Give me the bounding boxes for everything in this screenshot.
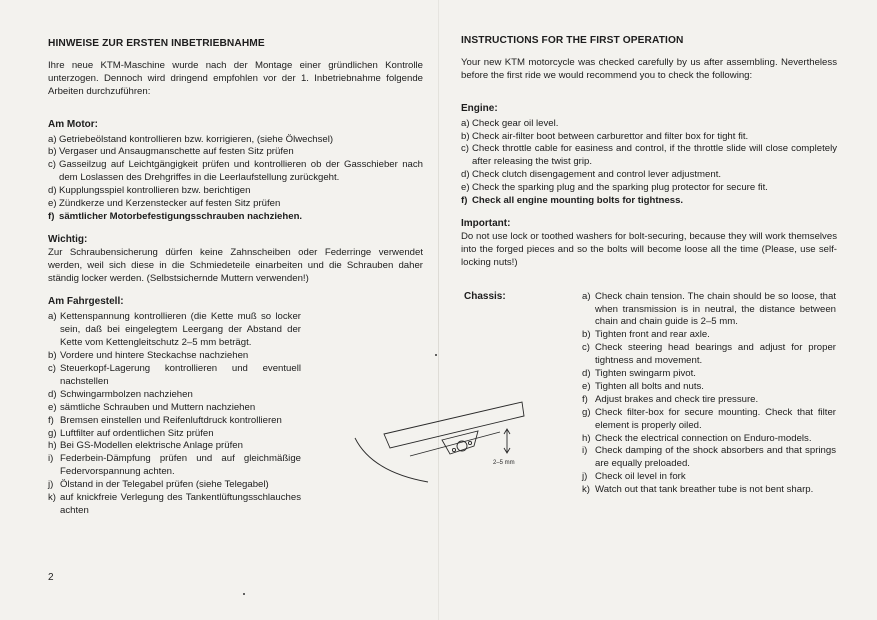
- german-chassis-list: [48, 311, 301, 518]
- chain-tension-diagram: [350, 390, 525, 490]
- list-item: h) Check the electrical connection on Enduro-models.: [582, 432, 812, 444]
- list-item: b) Vergaser und Ansaugmanschette auf festen Sitz prüfen: [48, 146, 294, 158]
- english-chassis-list: [582, 291, 836, 498]
- list-item: c) Gasseilzug auf Leichtgängigkeit prüfen und kontrollieren ob der Gasschieber nach dem Loslassen des Drehgriffes in die Leerlaufstellung zurückgeht.: [48, 159, 423, 184]
- english-engine-heading: Engine:: [461, 102, 498, 114]
- list-item: c) Check throttle cable for easiness and control, if the throttle slide will close completely after releasing the twist grip.: [461, 143, 837, 168]
- list-item: f) sämtlicher Motorbefestigungsschrauben nachziehen.: [48, 210, 303, 222]
- list-item: j) Check oil level in fork: [582, 471, 686, 483]
- english-engine-section: [461, 103, 837, 208]
- list-item: e) Tighten all bolts and nuts.: [582, 380, 704, 392]
- list-item: j) Ölstand in der Telegabel prüfen (siehe Telegabel): [48, 479, 269, 491]
- german-motor-list: [48, 134, 423, 224]
- list-item: b) Tighten front and rear axle.: [582, 329, 710, 341]
- english-intro: Your new KTM motorcycle was checked carefully by us after assembling. Nevertheless before the first ride we would recommend you to check the following:: [461, 56, 837, 81]
- list-item: a) Kettenspannung kontrollieren (die Kette muß so locker sein, daß bei eingelegtem Leergang der Abstand der Kette vom Kettengleitschutz 2–5 mm beträgt.: [48, 311, 301, 349]
- page-number: 2: [48, 572, 54, 583]
- german-important-heading: Wichtig:: [48, 233, 88, 245]
- german-intro: Ihre neue KTM-Maschine wurde nach der Montage einer gründlichen Kontrolle unterzogen. Dennoch wird dringend empfohlen vor der 1. Inbetriebnahme folgende Arbeiten durchzuführen:: [48, 59, 423, 97]
- english-engine-list: [461, 118, 837, 208]
- list-item: a) Getriebeölstand kontrollieren bzw. korrigieren, (siehe Ölwechsel): [48, 133, 334, 145]
- german-title: HINWEISE ZUR ERSTEN INBETRIEBNAHME: [48, 38, 265, 49]
- list-item: d) Schwingarmbolzen nachziehen: [48, 388, 193, 400]
- english-chassis-heading: Chassis:: [464, 290, 506, 302]
- dimension-label: 2–5 mm: [493, 460, 515, 466]
- list-item: b) Vordere und hintere Steckachse nachziehen: [48, 350, 249, 362]
- list-item: a) Check chain tension. The chain should be so loose, that when transmission is in neutral, the distance between chain and chain guide is 2–5 mm.: [582, 290, 836, 328]
- list-item: f) Bremsen einstellen und Reifenluftdruck kontrollieren: [48, 414, 282, 426]
- list-item: c) Steuerkopf-Lagerung kontrollieren und eventuell nachstellen: [48, 363, 301, 387]
- list-item: d) Check clutch disengagement and control lever adjustment.: [461, 169, 722, 181]
- page-fold: [438, 0, 439, 620]
- list-item: g) Check filter-box for secure mounting. Check that filter element is properly oiled.: [582, 406, 836, 431]
- list-item: i) Federbein-Dämpfung prüfen und auf gleichmäßige Federvorspannung achten.: [48, 453, 301, 478]
- list-item: b) Check air-filter boot between carburettor and filter box for tight fit.: [461, 130, 749, 142]
- list-item: d) Tighten swingarm pivot.: [582, 368, 696, 380]
- list-item: d) Kupplungsspiel kontrollieren bzw. berichtigen: [48, 185, 251, 197]
- list-item: i) Check damping of the shock absorbers and that springs are equally preloaded.: [582, 445, 836, 470]
- english-important-section: [461, 218, 837, 270]
- list-item: f) Check all engine mounting bolts for tightness.: [461, 195, 684, 207]
- swingarm-outline: [384, 402, 524, 448]
- print-speck: [435, 354, 437, 356]
- print-speck: [243, 593, 245, 595]
- german-motor-section: [48, 119, 423, 224]
- list-item: e) sämtliche Schrauben und Muttern nachziehen: [48, 401, 256, 413]
- german-motor-heading: Am Motor:: [48, 118, 98, 130]
- list-item: k) Watch out that tank breather tube is not bent sharp.: [582, 484, 814, 496]
- german-chassis-heading: Am Fahrgestell:: [48, 295, 124, 307]
- list-item: f) Adjust brakes and check tire pressure.: [582, 393, 759, 405]
- english-important-text: Do not use lock or toothed washers for bolt-securing, because they will work themselves into the forged pieces and so the bolts will become loose all the time (Please, use self-locking nuts!): [461, 230, 837, 268]
- german-important-text: Zur Schraubensicherung dürfen keine Zahnscheiben oder Federringe verwendet werden, weil sich diese in die Schmiedeteile einarbeiten und die Schrauben daher ständig locker werden. (Selbstsichernde Muttern verwenden!): [48, 246, 423, 284]
- list-item: e) Zündkerze und Kerzenstecker auf festen Sitz prüfen: [48, 198, 281, 210]
- english-important-heading: Important:: [461, 217, 511, 229]
- list-item: e) Check the sparking plug and the sparking plug protector for secure fit.: [461, 182, 768, 194]
- list-item: a) Check gear oil level.: [461, 117, 559, 129]
- german-important-section: [48, 234, 423, 286]
- english-title: INSTRUCTIONS FOR THE FIRST OPERATION: [461, 35, 684, 46]
- list-item: h) Bei GS-Modellen elektrische Anlage prüfen: [48, 440, 243, 452]
- list-item: c) Check steering head bearings and adjust for proper tightness and movement.: [582, 342, 836, 367]
- list-item: k) auf knickfreie Verlegung des Tankentlüftungsschlauches achten: [48, 492, 301, 516]
- list-item: g) Luftfilter auf ordentlichen Sitz prüfen: [48, 427, 214, 439]
- wheel-arc: [355, 438, 428, 482]
